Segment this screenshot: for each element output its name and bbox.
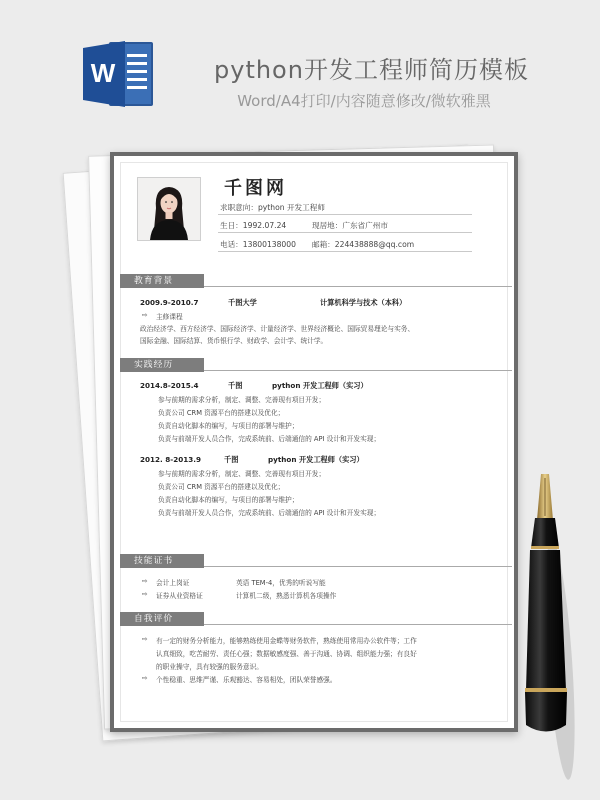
section-self-evaluation bbox=[120, 612, 512, 626]
courses-line: 国际金融、国际结算、货币银行学、财政学、会计学、统计学。 bbox=[140, 337, 328, 345]
skill-name: 会计上岗证 bbox=[156, 579, 190, 587]
self-eval-line: 的职业操守，具有较强的服务意识。 bbox=[156, 663, 263, 671]
exp-duty: 参与前期的需求分析，制定、调整、完善现有项目开发； bbox=[158, 470, 326, 478]
bullet-icon: ⇨ bbox=[142, 311, 148, 319]
exp-duty: 负责公司 CRM 资源平台的搭建以及优化； bbox=[158, 483, 285, 491]
profile-photo bbox=[137, 177, 201, 241]
section-skills bbox=[120, 554, 512, 568]
self-eval-line: 有一定的财务分析能力，能够熟练使用金蝶等财务软件，熟练使用常用办公软件等；工作 bbox=[156, 637, 417, 645]
edu-period: 2009.9-2010.7 bbox=[140, 298, 199, 307]
word-logo-icon bbox=[83, 38, 155, 110]
section-title: 自我评价 bbox=[120, 612, 204, 626]
exp-role: python 开发工程师（实习） bbox=[272, 381, 368, 390]
section-practice bbox=[120, 358, 512, 372]
exp-duty: 负责自动化脚本的编写，与项目的部署与维护； bbox=[158, 422, 299, 430]
exp-company: 千图 bbox=[228, 381, 243, 390]
exp-duty: 参与前期的需求分析，制定、调整、完善现有项目开发； bbox=[158, 396, 326, 404]
word-logo-letter: W bbox=[90, 58, 116, 88]
birth-text: 生日：1992.07.24 bbox=[220, 221, 287, 230]
section-title: 技能证书 bbox=[120, 554, 204, 568]
exp-period: 2012. 8-2013.9 bbox=[140, 455, 201, 464]
page-title: python开发工程师简历模板 bbox=[214, 56, 529, 84]
info-row-birth bbox=[218, 218, 472, 233]
exp-duty: 负责自动化脚本的编写，与项目的部署与维护； bbox=[158, 496, 299, 504]
courses-title: 主修课程 bbox=[156, 313, 183, 321]
residence-text: 现居地：广东省广州市 bbox=[312, 221, 388, 230]
skill-detail: 英语 TEM-4，优秀的听说写能 bbox=[236, 579, 326, 587]
resume-sheet bbox=[110, 152, 518, 732]
skill-detail: 计算机二级，熟悉计算机各项操作 bbox=[236, 592, 337, 600]
intent-text: 求职意向：python 开发工程师 bbox=[220, 203, 325, 212]
skill-name: 证券从业资格证 bbox=[156, 592, 203, 600]
courses-line: 政治经济学、西方经济学、国际经济学、计量经济学、世界经济概论、国际贸易理论与实务、 bbox=[140, 325, 415, 333]
section-education bbox=[120, 274, 512, 288]
self-eval-line: 认真细致，吃苦耐劳、责任心强；数据敏感度强、善于沟通、协调、组织能力强；有良好 bbox=[156, 650, 417, 658]
email-text: 邮箱：224438888@qq.com bbox=[312, 240, 415, 249]
edu-major: 计算机科学与技术（本科） bbox=[320, 298, 407, 307]
info-row-contact bbox=[218, 237, 472, 252]
bullet-icon: ⇨ bbox=[142, 635, 148, 643]
exp-role: python 开发工程师（实习） bbox=[268, 455, 364, 464]
section-title: 教育背景 bbox=[120, 274, 204, 288]
phone-text: 电话：13800138000 bbox=[220, 240, 296, 249]
exp-duty: 负责公司 CRM 资源平台的搭建以及优化； bbox=[158, 409, 285, 417]
exp-duty: 负责与前端开发人员合作，完成系统前、后端通信的 API 设计和开发实现； bbox=[158, 435, 381, 443]
page-subtitle: Word/A4打印/内容随意修改/微软雅黑 bbox=[237, 92, 491, 110]
bullet-icon: ⇨ bbox=[142, 674, 148, 682]
self-eval-line: 个性稳重、思维严谨、乐观豁达、容易相处，团队荣誉感强。 bbox=[156, 676, 337, 684]
section-title: 实践经历 bbox=[120, 358, 204, 372]
candidate-name: 千图网 bbox=[224, 178, 287, 199]
exp-duty: 负责与前端开发人员合作，完成系统前、后端通信的 API 设计和开发实现； bbox=[158, 509, 381, 517]
exp-period: 2014.8-2015.4 bbox=[140, 381, 199, 390]
edu-school: 千图大学 bbox=[228, 298, 257, 307]
bullet-icon: ⇨ bbox=[142, 590, 148, 598]
exp-company: 千图 bbox=[224, 455, 239, 464]
bullet-icon: ⇨ bbox=[142, 577, 148, 585]
portrait-icon bbox=[138, 178, 200, 240]
info-row-intent bbox=[218, 200, 472, 215]
